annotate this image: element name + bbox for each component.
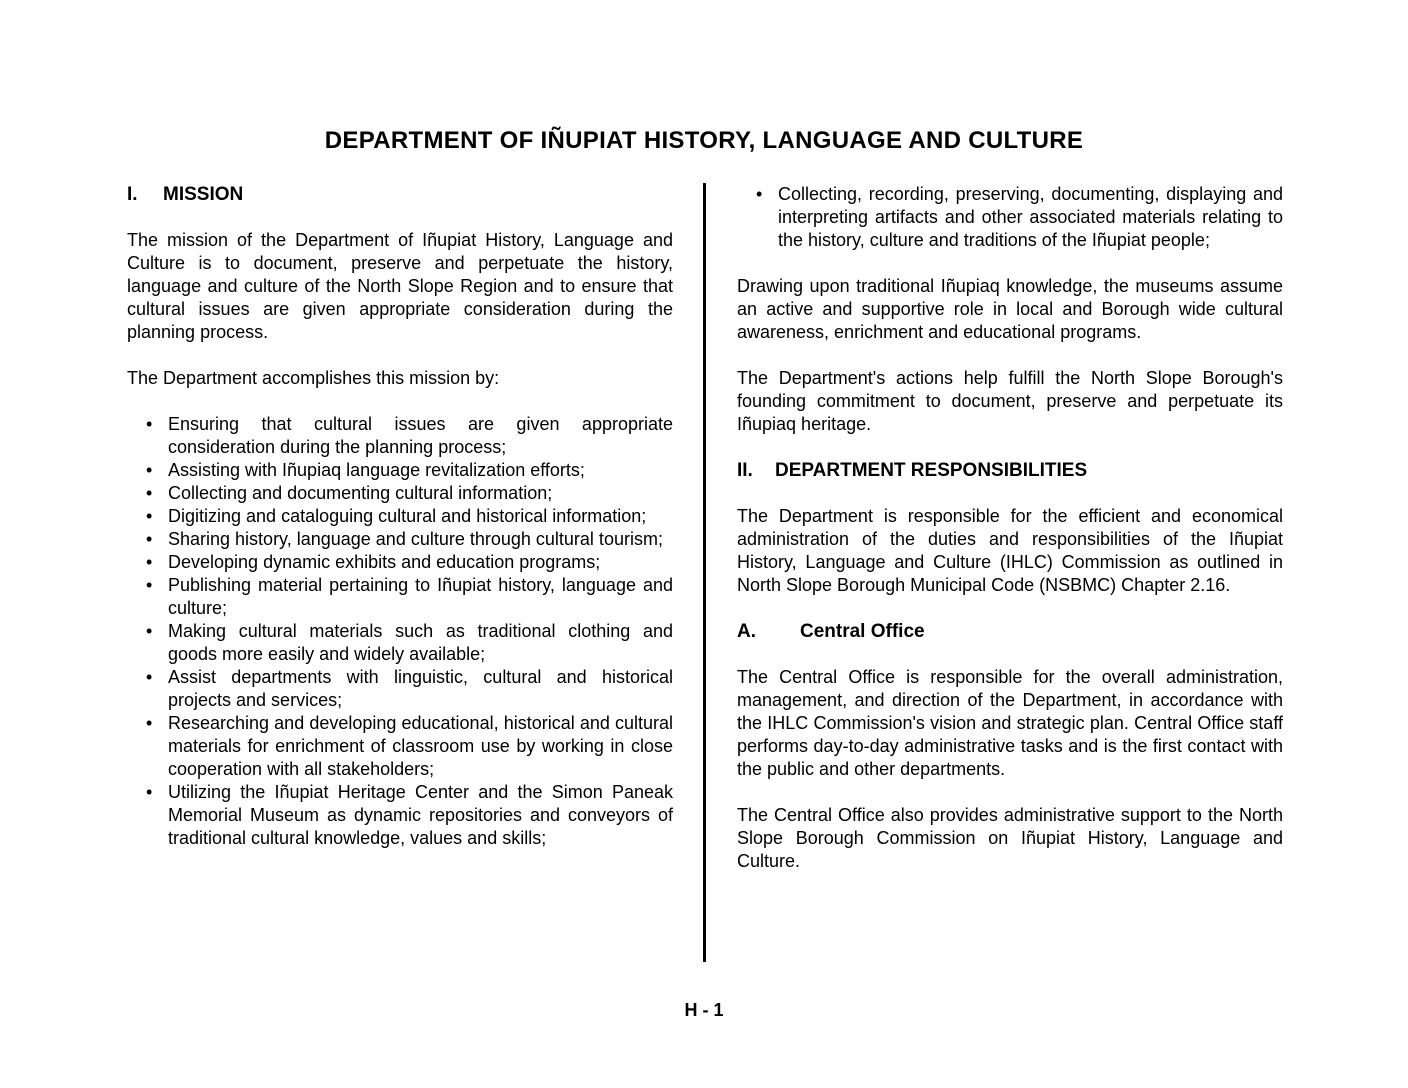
column-divider-rule — [703, 183, 706, 962]
list-item — [127, 551, 673, 574]
list-item — [737, 183, 1283, 252]
list-item-text: Assisting with Iñupiaq language revitalization efforts; — [168, 460, 585, 480]
bullet-icon: • — [146, 667, 153, 687]
subsection-letter: A. — [737, 621, 756, 642]
section-number: II. — [737, 460, 753, 481]
bullet-icon: • — [146, 529, 153, 549]
list-item — [127, 505, 673, 528]
list-item-text: Developing dynamic exhibits and education programs; — [168, 552, 601, 572]
central-office-paragraph-2: The Central Office also provides administrative support to the North Slope Borough Commission on Iñupiat History, Language and Culture. — [737, 805, 1283, 871]
mission-bullet-list — [127, 413, 673, 850]
section-number: I. — [127, 184, 138, 205]
list-item-text: Collecting, recording, preserving, documenting, displaying and interpreting artifacts and other associated materials relating to the history, culture and traditions of the Iñupiat people; — [778, 184, 1283, 250]
accomplish-intro-paragraph: The Department accomplishes this mission by: — [127, 368, 500, 388]
bullet-icon: • — [146, 782, 153, 802]
list-item-text: Publishing material pertaining to Iñupiat history, language and culture; — [168, 575, 673, 618]
list-item-text: Collecting and documenting cultural information; — [168, 483, 553, 503]
bullet-icon: • — [146, 575, 153, 595]
list-item-text: Assist departments with linguistic, cultural and historical projects and services; — [168, 667, 673, 710]
list-item — [127, 712, 673, 781]
subsection-heading-label: Central Office — [800, 621, 925, 642]
list-item — [127, 482, 673, 505]
list-item — [127, 620, 673, 666]
bullet-icon: • — [146, 621, 153, 641]
mission-paragraph: The mission of the Department of Iñupiat History, Language and Culture is to document, preserve and perpetuate the history, language and culture of the North Slope Region and to ensure that cultural issues are given appropriate consideration during the planning process. — [127, 230, 673, 342]
section-heading-mission — [127, 183, 673, 206]
central-office-paragraph-1: The Central Office is responsible for the overall administration, management, and direction of the Department, in accordance with the IHLC Commission's vision and strategic plan. Central Office staff performs day-to-day administrative tasks and is the first contact with the public and other departments. — [737, 667, 1283, 779]
bullet-icon: • — [756, 184, 763, 204]
subsection-heading-central-office — [737, 620, 1283, 643]
page-number: H - 1 — [684, 1000, 724, 1020]
section-heading-responsibilities — [737, 459, 1283, 482]
left-column — [127, 183, 673, 873]
bullet-icon: • — [146, 713, 153, 733]
list-item — [127, 528, 673, 551]
bullet-icon: • — [146, 460, 153, 480]
list-item-text: Researching and developing educational, historical and cultural materials for enrichment of classroom use by working in close cooperation with all stakeholders; — [168, 713, 673, 779]
bullet-icon: • — [146, 506, 153, 526]
list-item — [127, 781, 673, 850]
responsibilities-paragraph: The Department is responsible for the efficient and economical administration of the duties and responsibilities of the Iñupiat History, Language and Culture (IHLC) Commission as outlined in North Slope Borough Municipal Code (NSBMC) Chapter 2.16. — [737, 506, 1283, 595]
list-item — [127, 666, 673, 712]
list-item — [127, 574, 673, 620]
list-item-text: Sharing history, language and culture through cultural tourism; — [168, 529, 663, 549]
list-item — [127, 413, 673, 459]
section-heading-label: DEPARTMENT RESPONSIBILITIES — [775, 460, 1088, 481]
list-item-text: Utilizing the Iñupiat Heritage Center and the Simon Paneak Memorial Museum as dynamic repositories and conveyors of traditional cultural knowledge, values and skills; — [168, 782, 673, 848]
bullet-icon: • — [146, 414, 153, 434]
list-item-text: Making cultural materials such as traditional clothing and goods more easily and widely available; — [168, 621, 673, 664]
list-item-text: Ensuring that cultural issues are given appropriate consideration during the planning process; — [168, 414, 673, 457]
museums-paragraph: Drawing upon traditional Iñupiaq knowledge, the museums assume an active and supportive role in local and Borough wide cultural awareness, enrichment and educational programs. — [737, 276, 1283, 342]
section-heading-label: MISSION — [163, 184, 244, 205]
actions-paragraph: The Department's actions help fulfill the North Slope Borough's founding commitment to document, preserve and perpetuate its Iñupiaq heritage. — [737, 368, 1283, 434]
page-title: DEPARTMENT OF IÑUPIAT HISTORY, LANGUAGE AND CULTURE — [324, 127, 1084, 154]
list-item — [127, 459, 673, 482]
artifacts-bullet-list — [737, 183, 1283, 252]
bullet-icon: • — [146, 552, 153, 572]
bullet-icon: • — [146, 483, 153, 503]
list-item-text: Digitizing and cataloguing cultural and historical information; — [168, 506, 647, 526]
right-column — [737, 183, 1283, 896]
